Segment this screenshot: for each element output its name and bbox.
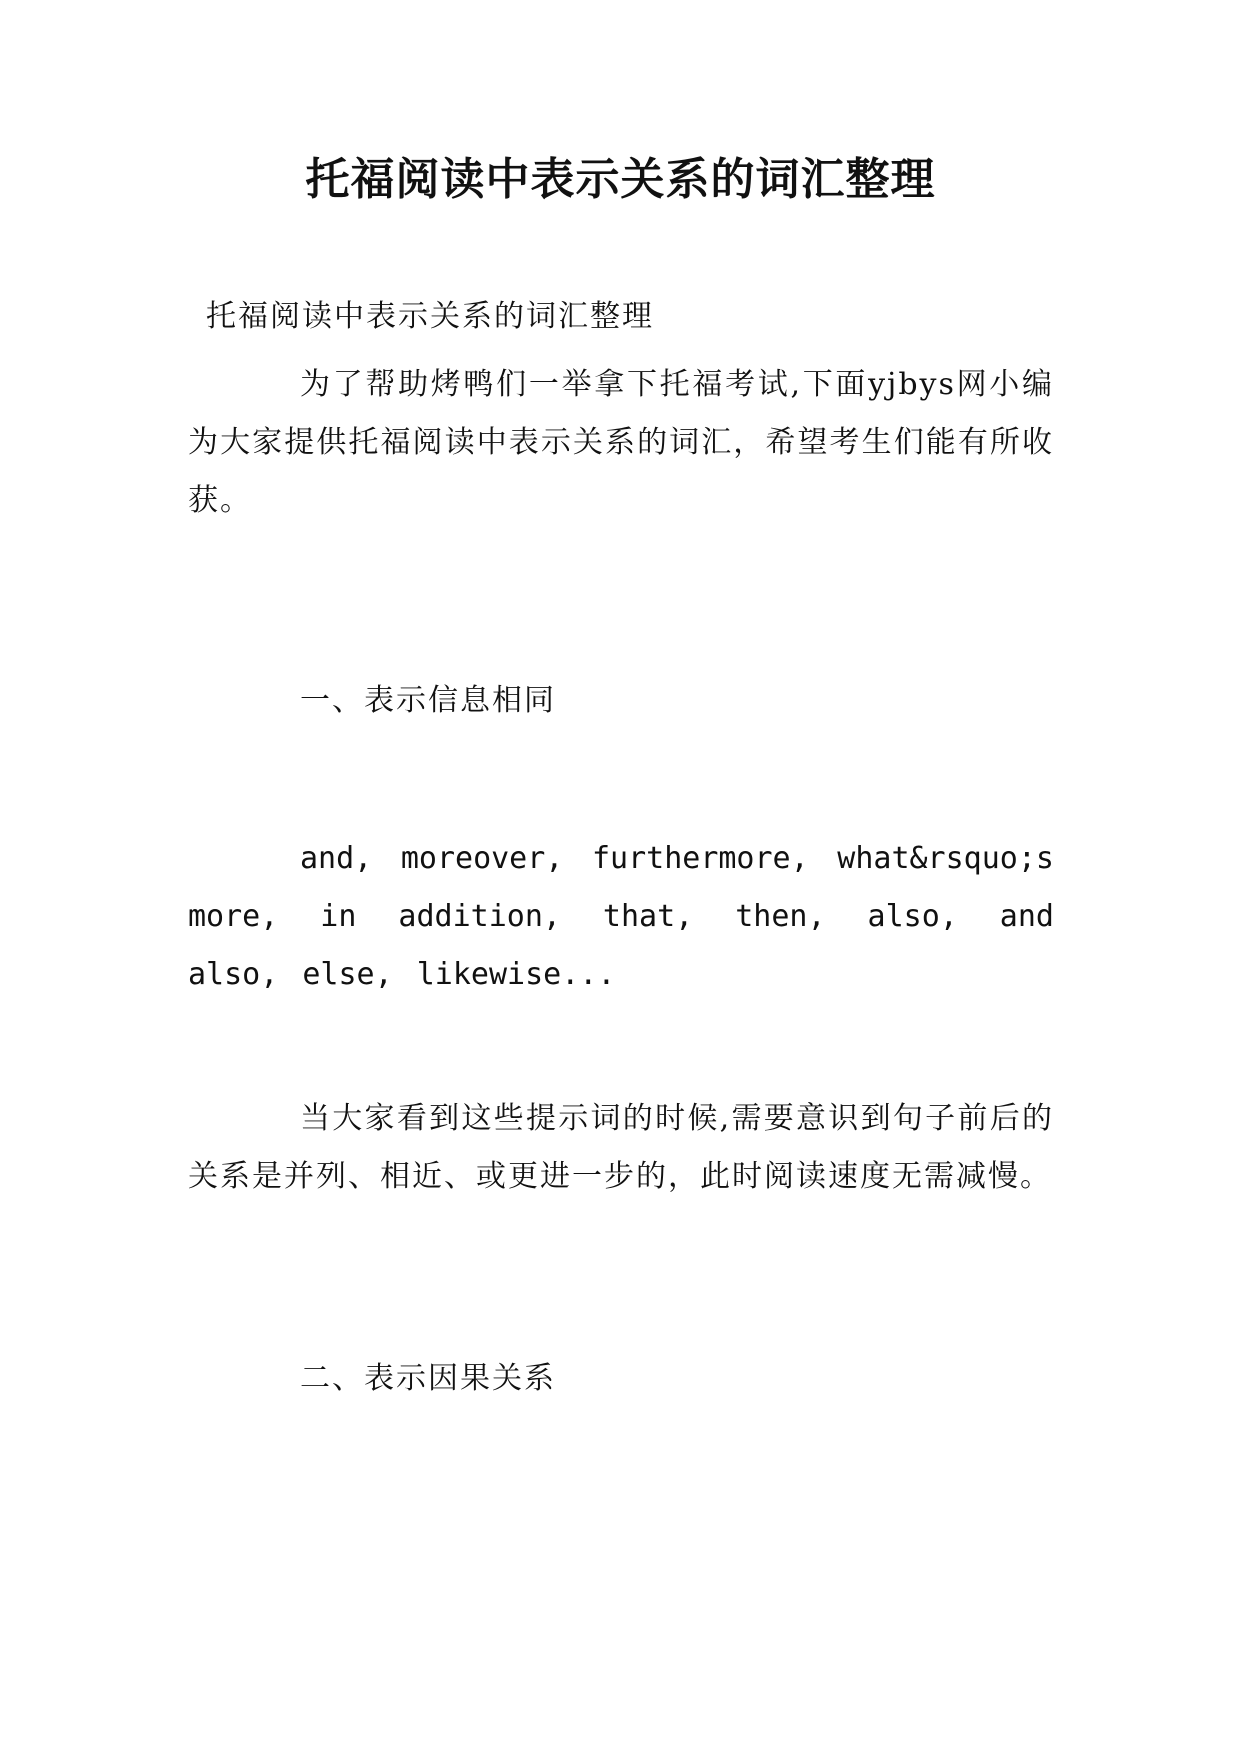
section1-word-list: and, moreover, furthermore, what&rsquo;s more, in addition, that, then, also, and also, else, likewise... bbox=[188, 841, 1054, 992]
section2-heading: 二、表示因果关系 bbox=[300, 1361, 556, 1396]
section1-note: 当大家看到这些提示词的时候,需要意识到句子前后的关系是并列、相近、或更进一步的，此时阅读速度无需减慢。 bbox=[188, 1101, 1054, 1194]
section1-heading: 一、表示信息相同 bbox=[300, 683, 556, 718]
document-title: 托福阅读中表示关系的词汇整理 bbox=[305, 154, 936, 205]
intro-paragraph: 为了帮助烤鸭们一举拿下托福考试,下面yjbys网小编为大家提供托福阅读中表示关系的词汇，希望考生们能有所收获。 bbox=[188, 367, 1054, 518]
document-subtitle: 托福阅读中表示关系的词汇整理 bbox=[206, 299, 654, 334]
